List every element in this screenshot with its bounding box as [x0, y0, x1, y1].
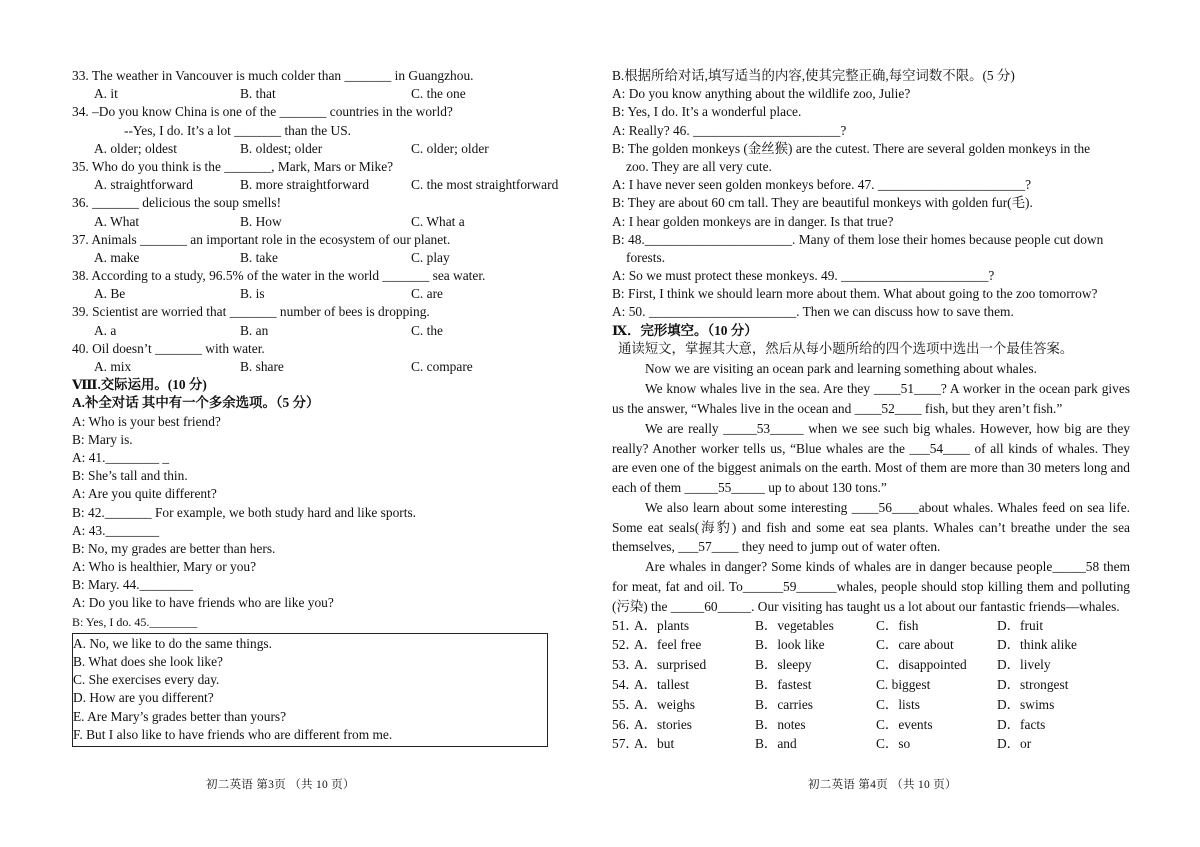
option: A．surprised — [634, 657, 707, 673]
option: B. oldest; older — [240, 140, 323, 156]
option: A. Be — [94, 286, 126, 302]
option: A. older; oldest — [94, 140, 177, 156]
option: C. older; older — [411, 140, 489, 156]
option: A. What — [94, 213, 140, 229]
question-number: 55． — [612, 696, 639, 712]
cloze-question-row — [612, 617, 1130, 637]
section-a-heading: A.补全对话 其中有一个多余选项。（5 分） — [72, 395, 320, 411]
question-35: 35. Who do you think is the _______, Mark, Mars or Mike? — [72, 158, 394, 174]
dialog-line: A: Who is your best friend? — [72, 413, 221, 429]
option: B. take — [240, 249, 278, 265]
question-number: 52． — [612, 637, 639, 653]
question-number: 54． — [612, 677, 639, 693]
options-35 — [72, 176, 572, 194]
dialog-line: B: First, I think we should learn more about them. What about going to the zoo tomorrow? — [612, 286, 1098, 302]
options-37 — [72, 249, 572, 267]
option: C．fish — [876, 617, 919, 633]
option: B．vegetables — [755, 617, 834, 633]
option: C．care about — [876, 637, 954, 653]
option: C. play — [411, 249, 450, 265]
option: C. compare — [411, 359, 473, 374]
dialog-line: B: No, my grades are better than hers. — [72, 540, 276, 556]
dialog-line: A: I have never seen golden monkeys before. 47. ______________________? — [612, 177, 1032, 193]
question-37: 37. Animals _______ an important role in the ecosystem of our planet. — [72, 231, 451, 247]
option: C. What a — [411, 213, 465, 229]
option: B. share — [240, 359, 284, 374]
cloze-question-row — [612, 676, 1130, 696]
question-number: 51． — [612, 617, 639, 633]
dialog-line: B: They are about 60 cm tall. They are beautiful monkeys with golden fur(毛). — [612, 195, 1033, 211]
cloze-options-list — [612, 617, 1130, 756]
option: A．but — [634, 736, 675, 752]
question-36: 36. _______ delicious the soup smells! — [72, 195, 282, 211]
option: D．fruit — [997, 617, 1044, 633]
option: C. the — [411, 322, 443, 338]
question-33: 33. The weather in Vancouver is much colder than _______ in Guangzhou. — [72, 68, 474, 83]
dialog-line: A: 43.________ — [72, 522, 160, 538]
cloze-instructions: 通读短文，掌握其大意，然后从每小题所给的四个选项中选出一个最佳答案。 — [618, 340, 1074, 356]
cloze-question-row — [612, 636, 1130, 656]
dialog-line: A: So we must protect these monkeys. 49. ______________________? — [612, 268, 995, 284]
box-option: A. No, we like to do the same things. — [73, 635, 272, 651]
question-38: 38. According to a study, 96.5% of the water in the world _______ sea water. — [72, 268, 486, 284]
left-page — [72, 67, 572, 747]
question-40: 40. Oil doesn’t _______ with water. — [72, 340, 265, 356]
passage-paragraph: Now we are visiting an ocean park and learning something about whales. — [645, 361, 1037, 377]
option: B. an — [240, 322, 269, 338]
option: A. make — [94, 249, 140, 265]
option: C．lists — [876, 696, 920, 712]
option: D．think alike — [997, 637, 1077, 653]
dialog-line: B: Yes, I do. It’s a wonderful place. — [612, 104, 802, 120]
box-option: F. But I also like to have friends who are different from me. — [73, 726, 393, 742]
option: C．so — [876, 736, 911, 752]
option: B．notes — [755, 716, 806, 732]
page-footer-right: 初二英语 第4页 （共 10 页） — [808, 779, 957, 791]
option: B. that — [240, 86, 276, 102]
box-option: E. Are Mary’s grades better than yours? — [73, 708, 287, 724]
question-number: 56． — [612, 716, 639, 732]
option: A. mix — [94, 359, 132, 374]
option: A．feel free — [634, 637, 702, 653]
option: B．look like — [755, 637, 825, 653]
option: A．plants — [634, 617, 690, 633]
dialog-line: B: Yes, I do. 45.________ — [72, 614, 198, 629]
dialog-line: B: 42._______ For example, we both study hard and like sports. — [72, 504, 417, 520]
option: C．disappointed — [876, 657, 967, 673]
dialog-line: A: Do you like to have friends who are like you? — [72, 595, 334, 611]
cloze-question-row — [612, 716, 1130, 736]
options-36 — [72, 213, 572, 231]
right-page — [612, 67, 1130, 755]
option: C．events — [876, 716, 933, 732]
dialog-line: B: Mary. 44.________ — [72, 577, 194, 593]
option: D．lively — [997, 657, 1051, 673]
question-number: 53． — [612, 657, 639, 673]
option: A. a — [94, 322, 117, 338]
option: C. the most straightforward — [411, 177, 559, 193]
option: D．facts — [997, 716, 1046, 732]
option: B．carries — [755, 696, 814, 712]
page-footer-left: 初二英语 第3页 （共 10 页） — [206, 779, 355, 791]
box-option: D. How are you different? — [73, 690, 214, 706]
option: D．or — [997, 736, 1032, 752]
options-39 — [72, 322, 572, 340]
option: D．swims — [997, 696, 1055, 712]
dialog-line: A: I hear golden monkeys are in danger. Is that true? — [612, 213, 894, 229]
option: C. the one — [411, 86, 466, 102]
dialog-line: forests. — [626, 249, 666, 265]
option: D．strongest — [997, 677, 1069, 693]
option: C. are — [411, 286, 443, 302]
dialog-line: B: The golden monkeys (金丝猴) are the cutest. There are several golden monkeys in the — [612, 140, 1091, 156]
section-8-heading: Ⅷ.交际运用。(10 分) — [72, 377, 207, 393]
passage-paragraph: We know whales live in the sea. Are they ____51____? A worker in the ocean park gives us the answer, “Whales live in the ocean and ____52____ fish, but they aren’t fish.” — [612, 381, 1130, 416]
option: B. more straightforward — [240, 177, 370, 193]
dialog-line: B: She’s tall and thin. — [72, 468, 188, 484]
dialog-line: A: Who is healthier, Mary or you? — [72, 559, 257, 575]
dialog-line: A: Are you quite different? — [72, 486, 217, 502]
options-38 — [72, 285, 572, 303]
cloze-question-row — [612, 656, 1130, 676]
question-34-reply: --Yes, I do. It’s a lot _______ than the US. — [124, 122, 352, 138]
cloze-question-row — [612, 696, 1130, 716]
passage-paragraph: We also learn about some interesting ____56____about whales. Whales feed on sea life. Some eat seals(海豹) and fish and some eat sea plants. Whales can’t breathe under the sea themselves, ___57____ they need to jump out of water often. — [612, 499, 1130, 555]
cloze-question-row — [612, 735, 1130, 755]
option: A. straightforward — [94, 177, 193, 193]
option: B．and — [755, 736, 797, 752]
dialog-line: A: Really? 46. ______________________? — [612, 122, 847, 138]
option: C. biggest — [876, 677, 931, 693]
question-number: 57． — [612, 736, 639, 752]
passage-paragraph: We are really _____53_____ when we see such big whales. However, how big are they really? Another worker tells us, “Blue whales are the ___54____ of all kinds of whales. They are even one of the biggest animals on the earth. Most of them are more than 30 meters long and each of them _____55_____ up to about 130 tons.” — [612, 420, 1130, 496]
passage-paragraph: Are whales in danger? Some kinds of whales are in danger because people_____58 them for meat, fat and oil. To______59______whales, people should stop killing them and polluting (污染) the _____60_____. Our visiting has taught us a lot about our fantastic friends—whales. — [612, 559, 1130, 614]
box-option: B. What does she look like? — [73, 654, 223, 669]
options-40 — [72, 358, 572, 376]
option: B．fastest — [755, 677, 812, 693]
option: A. it — [94, 86, 118, 102]
option: A．tallest — [634, 677, 690, 693]
dialog-line: A: 50. ______________________. Then we can discuss how to save them. — [612, 304, 1014, 320]
options-box — [72, 633, 548, 747]
question-39: 39. Scientist are worried that _______ number of bees is dropping. — [72, 304, 430, 320]
dialog-line: A: 41.________ _ — [72, 449, 170, 465]
option: B. is — [240, 286, 265, 302]
section-9-heading: Ⅸ．完形填空。（10 分） — [612, 322, 758, 338]
options-34 — [72, 140, 572, 158]
option: A．stories — [634, 716, 693, 732]
section-b-heading: B.根据所给对话,填写适当的内容,使其完整正确,每空词数不限。(5 分) — [612, 68, 1015, 83]
options-33 — [72, 85, 572, 103]
box-option: C. She exercises every day. — [73, 672, 220, 688]
dialog-line: A: Do you know anything about the wildlife zoo, Julie? — [612, 86, 911, 102]
dialog-line: B: 48.______________________. Many of them lose their homes because people cut down — [612, 231, 1104, 247]
option: B．sleepy — [755, 657, 812, 673]
option: A．weighs — [634, 696, 695, 712]
question-34: 34. –Do you know China is one of the _______ countries in the world? — [72, 104, 453, 120]
dialog-line: B: Mary is. — [72, 431, 133, 447]
dialog-line: zoo. They are all very cute. — [626, 158, 772, 174]
option: B. How — [240, 213, 282, 229]
